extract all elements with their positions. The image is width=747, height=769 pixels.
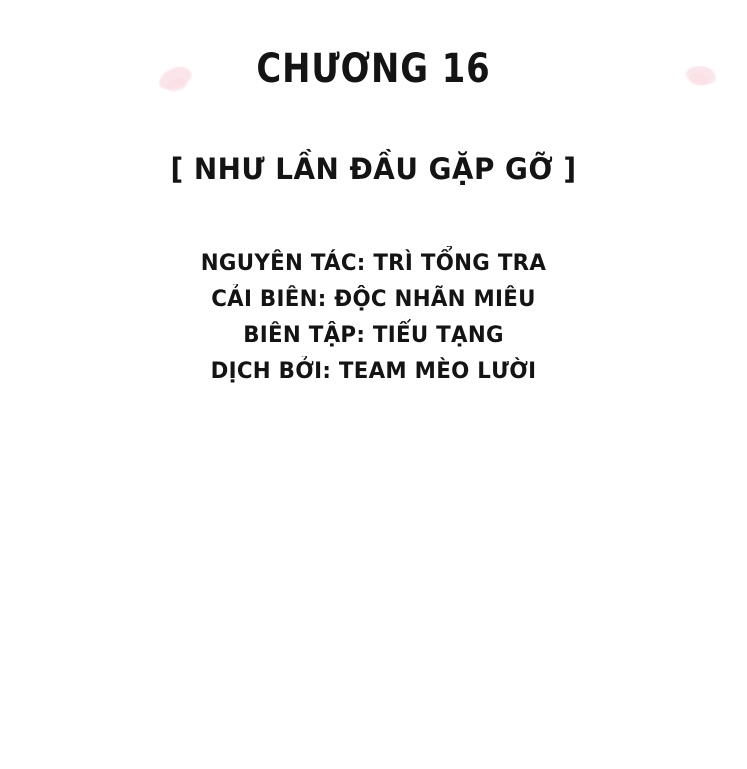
- credit-line-adaptation: CẢI BIÊN: ĐỘC NHÃN MIÊU: [211, 287, 536, 312]
- credits-block: [0, 246, 747, 390]
- credit-line-original-author: NGUYÊN TÁC: TRÌ TỔNG TRA: [200, 251, 547, 276]
- chapter-title: CHƯƠNG 16: [256, 46, 491, 92]
- credit-line-translator: DỊCH BỞI: TEAM MÈO LƯỜI: [210, 359, 537, 384]
- chapter-subtitle: [ NHƯ LẦN ĐẦU GẶP GỠ ]: [170, 152, 577, 186]
- credit-line-editor: BIÊN TẬP: TIỂU TẠNG: [243, 323, 504, 348]
